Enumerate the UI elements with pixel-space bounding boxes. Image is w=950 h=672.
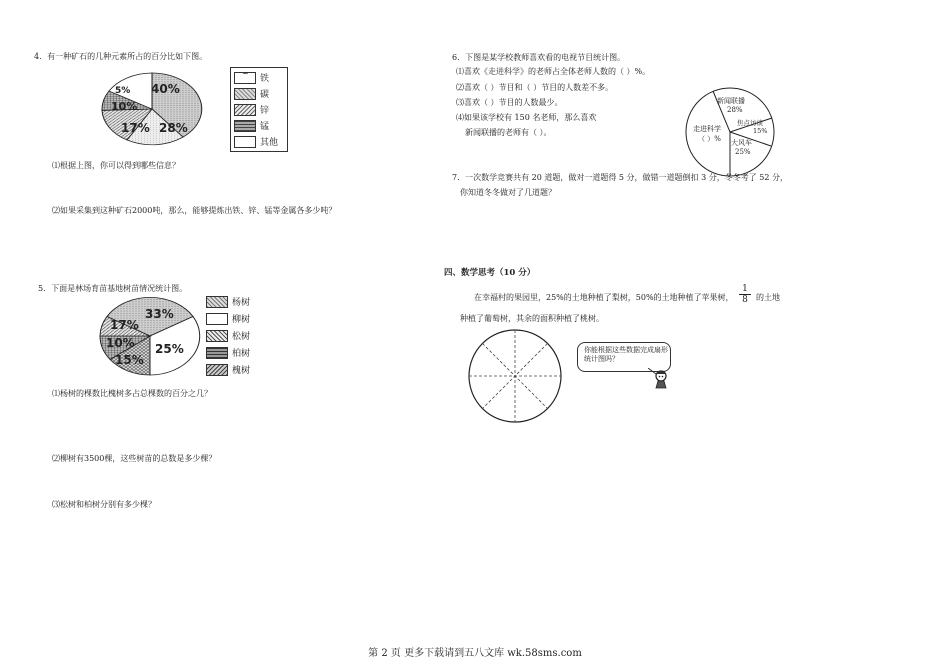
q6-sub1: ⑴喜欢《走进科学》的老师占全体老师人数的（ ）%。 [456, 67, 651, 76]
cartoon-child-icon [648, 368, 672, 390]
q6-label-news: 新闻联播 [717, 97, 745, 105]
q4-legend-zinc: 锌 [260, 106, 270, 116]
page-footer: 第 2 页 更多下载请到五八文库 wk.58sms.com [368, 648, 582, 659]
q4-title: 4．有一种矿石的几种元素所占的百分比如下图。 [34, 52, 208, 61]
q5-label-17: 17% [110, 318, 139, 332]
q5-legend [203, 296, 283, 380]
bubble-line1: 你能根据这些数据完成扇形 [584, 346, 668, 354]
q5-title: 5．下面是林场育苗基地树苗情况统计图。 [38, 284, 188, 293]
q4-legend: ~ 铁 碳 锌 锰 其他 [230, 67, 288, 152]
fraction-numerator: 1 [742, 284, 748, 294]
q5-label-33: 33% [145, 307, 174, 321]
q4-legend-carbon: 碳 [260, 90, 270, 100]
q6-label-focus: 焦点访谈 [737, 119, 763, 127]
q6-label-news-pct: 28% [727, 106, 743, 114]
q7-line2: 你知道冬冬做对了几道题？ [460, 188, 556, 197]
q4-label-5: 5% [115, 86, 131, 96]
q6-sub3: ⑶喜欢（ ）节目的人数最少。 [456, 98, 563, 107]
q5-label-15: 15% [115, 353, 144, 367]
q5-sub1: ⑴杨树的棵数比槐树多占总棵数的百分之几？ [52, 389, 212, 398]
q5-sub3: ⑶松树和柏树分别有多少棵？ [52, 500, 156, 509]
q5-legend-willow: 柳树 [232, 315, 251, 325]
q5-legend-cypress: 柏树 [232, 349, 251, 359]
q6-sub4a: ⑷如果该学校有 150 名老师，那么喜欢 [456, 113, 597, 122]
q4-label-40: 40% [151, 82, 180, 96]
q6-title: 6．下图是某学校教师喜欢看的电视节目统计图。 [452, 53, 626, 62]
blank-pie-circle [466, 327, 564, 425]
q6-sub4b: 新闻联播的老师有（ ）。 [465, 128, 552, 137]
q4-label-10: 10% [111, 100, 138, 113]
section4-p2: 种植了葡萄树，其余的面积种植了桃树。 [460, 314, 604, 323]
q4-legend-iron: 铁 [260, 74, 270, 84]
q4-sub1: ⑴根据上图，你可以得到哪些信息？ [52, 161, 180, 170]
q5-label-10: 10% [106, 336, 135, 350]
q4-sub2: ⑵如果采集到这种矿石2000吨，那么，能够提炼出铁、锌、锰等金属各多少吨？ [52, 206, 337, 215]
q4-legend-manganese: 锰 [260, 122, 270, 132]
section4-fraction [739, 284, 751, 305]
q6-label-windmill-pct: 25% [735, 148, 751, 156]
q6-label-focus-pct: 15% [753, 127, 768, 135]
q6-sub2: ⑵喜欢（ ）节目和（ ）节目的人数差不多。 [456, 83, 614, 92]
q5-legend-poplar: 杨树 [232, 298, 251, 308]
section4-p1a: 在幸福村的果园里，25%的土地种植了梨树，50%的土地种植了苹果树， [474, 293, 734, 302]
q5-legend-locust: 槐树 [232, 366, 251, 376]
section4-p1b: 的土地 [756, 293, 780, 302]
q6-label-windmill: 大风车 [731, 139, 752, 147]
q4-legend-other: 其他 [260, 138, 279, 148]
q5-label-25: 25% [155, 342, 184, 356]
q5-sub2: ⑵柳树有3500棵，这些树苗的总数是多少棵？ [52, 454, 217, 463]
q6-label-science-pct: （ ）% [698, 135, 721, 143]
bubble-line2: 统计图吗？ [584, 355, 619, 363]
q6-label-science: 走进科学 [693, 125, 721, 133]
section4-heading: 四、数学思考（10 分） [444, 268, 536, 278]
q4-label-28: 28% [159, 121, 188, 135]
q5-legend-pine: 松树 [232, 332, 251, 342]
q4-label-17: 17% [121, 121, 150, 135]
q7-line1: 7．一次数学竞赛共有 20 道题，做对一道题得 5 分，做错一道题倒扣 3 分，冬冬考了 52 分， [452, 173, 788, 182]
fraction-denominator: 8 [742, 295, 748, 305]
